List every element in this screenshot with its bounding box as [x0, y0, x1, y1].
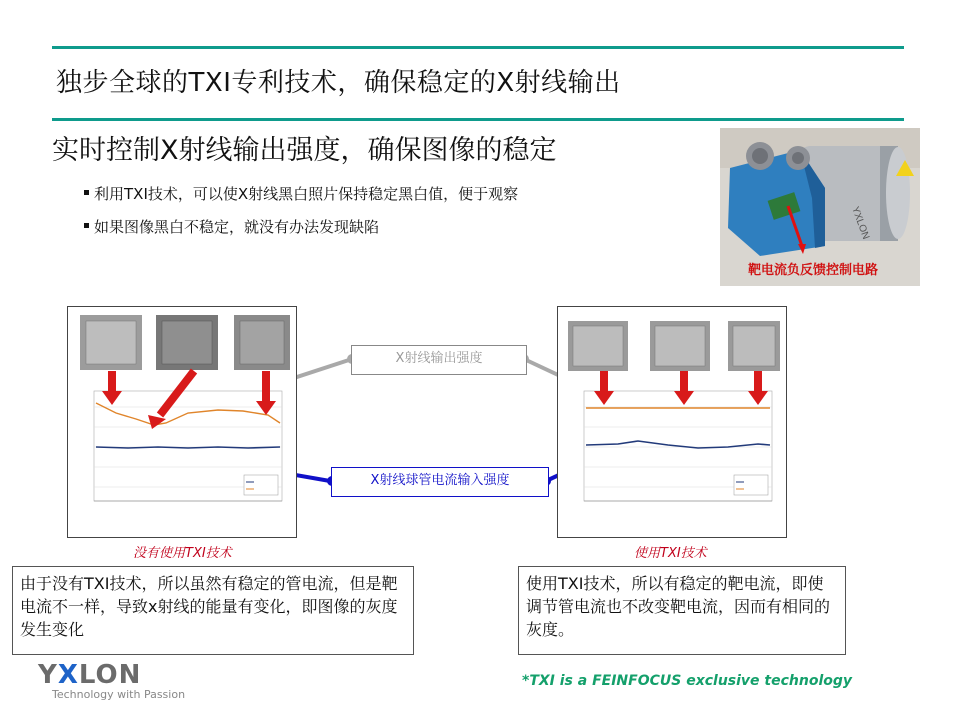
- tube-current-label: X射线球管电流输入强度: [331, 467, 549, 497]
- txi-footnote: *TXI is a FEINFOCUS exclusive technology: [522, 673, 853, 689]
- yxlon-logo: YXLON: [38, 660, 142, 690]
- bullet-item: 利用TXI技术，可以使X射线黑白照片保持稳定黑白值，便于观察: [84, 178, 518, 211]
- page-title: 独步全球的TXI专利技术，确保稳定的X射线输出: [56, 68, 621, 98]
- xray-output-label: X射线输出强度: [351, 345, 527, 375]
- section-subtitle: 实时控制X射线输出强度，确保图像的稳定: [52, 135, 557, 166]
- right-explanation: 使用TXI技术，所以有稳定的靶电流，即使调节管电流也不改变靶电流，因而有相同的灰度。: [518, 566, 846, 655]
- right-figure-graphic: [558, 307, 786, 537]
- left-explanation: 由于没有TXI技术，所以虽然有稳定的管电流，但是靶电流不一样，导致x射线的能量有变化，即图像的灰度发生变化: [12, 566, 414, 655]
- left-figure: [67, 306, 297, 538]
- right-chart-caption: 使用TXI技术: [634, 546, 707, 561]
- left-chart-caption: 没有使用TXI技术: [133, 546, 232, 561]
- left-figure-graphic: [68, 307, 296, 537]
- photo-caption: 靶电流负反馈控制电路: [748, 263, 879, 278]
- logo-tagline: Technology with Passion: [52, 688, 186, 701]
- svg-text:YXLON: YXLON: [849, 205, 872, 241]
- right-figure: [557, 306, 787, 538]
- bullet-item: 如果图像黑白不稳定，就没有办法发现缺陷: [84, 211, 518, 244]
